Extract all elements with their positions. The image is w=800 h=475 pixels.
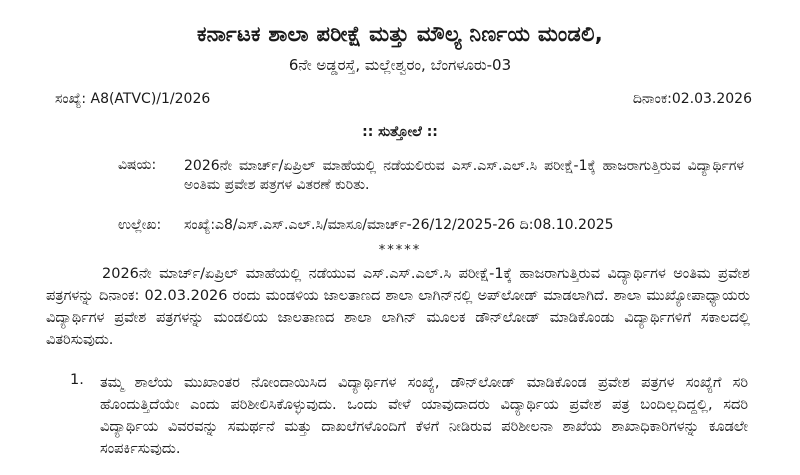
subject-label: ವಿಷಯ: — [118, 157, 157, 173]
body-paragraph: 2026ನೇ ಮಾರ್ಚ್/ಏಪ್ರಿಲ್ ಮಾಹೆಯಲ್ಲಿ ನಡೆಯುವ ಎಸ್.ಎಸ್.ಎಲ್.ಸಿ ಪರೀಕ್ಷೆ-1ಕ್ಕೆ ಹಾಜರಾಗುತ್ತಿರುವ ವಿದ್ಯಾರ್ಥಿಗಳ ಅಂತಿಮ ಪ್ರವೇಶ ಪತ್ರಗಳನ್ನು ದಿನಾಂಕ: 02.03.2026 ರಂದು ಮಂಡಳಿಯ ಜಾಲತಾಣದ ಶಾಲಾ ಲಾಗಿನ್‌ನಲ್ಲಿ ಅಪ್‌ಲೋಡ್ ಮಾಡಲಾಗಿದೆ. ಶಾಲಾ ಮುಖ್ಯೋಪಾಧ್ಯಾಯರು ವಿದ್ಯಾರ್ಥಿಗಳ ಪ್ರವೇಶ ಪತ್ರಗಳನ್ನು ಮಂಡಲಿಯ ಜಾಲತಾಣದ ಶಾಲಾ ಲಾಗಿನ್ ಮೂಲಕ ಡೌನ್‌ಲೋಡ್ ಮಾಡಿಕೊಂಡು ವಿದ್ಯಾರ್ಥಿಗಳಿಗೆ ಸಕಾಲದಲ್ಲಿ ವಿತರಿಸುವುದು. — [46, 266, 750, 348]
list-item-marker: 1. — [70, 372, 84, 388]
reference-text: ಸಂಖ್ಯೆ:ಎ8/ಎಸ್.ಎಸ್.ಎಲ್.ಸಿ/ಮಾಸೂ/ಮಾರ್ಚ್-26/12/2025-26 ದಿ:08.10.2025 — [184, 217, 614, 233]
document-date: ದಿನಾಂಕ:02.03.2026 — [632, 91, 752, 107]
circular-heading: :: ಸುತ್ತೋಲೆ :: — [362, 124, 438, 140]
board-address: 6ನೇ ಅಡ್ಡರಸ್ತೆ, ಮಲ್ಲೇಶ್ವರಂ, ಬೆಂಗಳೂರು-03 — [288, 56, 512, 74]
subject-text: 2026ನೇ ಮಾರ್ಚ್/ಏಪ್ರಿಲ್ ಮಾಹೆಯಲ್ಲಿ ನಡೆಯಲಿರುವ ಎಸ್.ಎಸ್.ಎಲ್.ಸಿ ಪರೀಕ್ಷೆ-1ಕ್ಕೆ ಹಾಜರಾಗುತ್ತಿರುವ ವಿದ್ಯಾರ್ಥಿಗಳ ಅಂತಿಮ ಪ್ರವೇಶ ಪತ್ರಗಳ ವಿತರಣೆ ಕುರಿತು. — [184, 158, 744, 193]
reference-number: ಸಂಖ್ಯೆ: A8(ATVC)/1/2026 — [55, 91, 211, 107]
list-item-text: ತಮ್ಮ ಶಾಲೆಯ ಮುಖಾಂತರ ನೋಂದಾಯಿಸಿದ ವಿದ್ಯಾರ್ಥಿಗಳ ಸಂಖ್ಯೆ, ಡೌನ್‌ಲೋಡ್ ಮಾಡಿಕೊಂಡ ಪ್ರವೇಶ ಪತ್ರಗಳ ಸಂಖ್ಯೆಗೆ ಸರಿ ಹೊಂದುತ್ತಿದೆಯೇ ಎಂದು ಪರಿಶೀಲಿಸಿಕೊಳ್ಳುವುದು. ಒಂದು ವೇಳೆ ಯಾವುದಾದರು ವಿದ್ಯಾರ್ಥಿಯ ಪ್ರವೇಶ ಪತ್ರ ಬಂದಿಲ್ಲದಿದ್ದಲ್ಲಿ, ಸದರಿ ವಿದ್ಯಾರ್ಥಿಯ ವಿವರವನ್ನು ಸಮರ್ಥನೆ ಮತ್ತು ದಾಖಲೆಗಳೊಂದಿಗೆ ಕೆಳಗೆ ನೀಡಿರುವ ಪರಿಶೀಲನಾ ಶಾಖೆಯ ಶಾಖಾಧಿಕಾರಿಗಳನ್ನು ಕೂಡಲೇ ಸಂಪರ್ಕಿಸುವುದು. — [100, 375, 748, 457]
reference-label: ಉಲ್ಲೇಖ: — [118, 217, 162, 233]
board-title: ಕರ್ನಾಟಕ ಶಾಲಾ ಪರೀಕ್ಷೆ ಮತ್ತು ಮೌಲ್ಯ ನಿರ್ಣಯ ಮಂಡಲಿ, — [196, 22, 604, 46]
section-separator: ***** — [378, 243, 422, 258]
